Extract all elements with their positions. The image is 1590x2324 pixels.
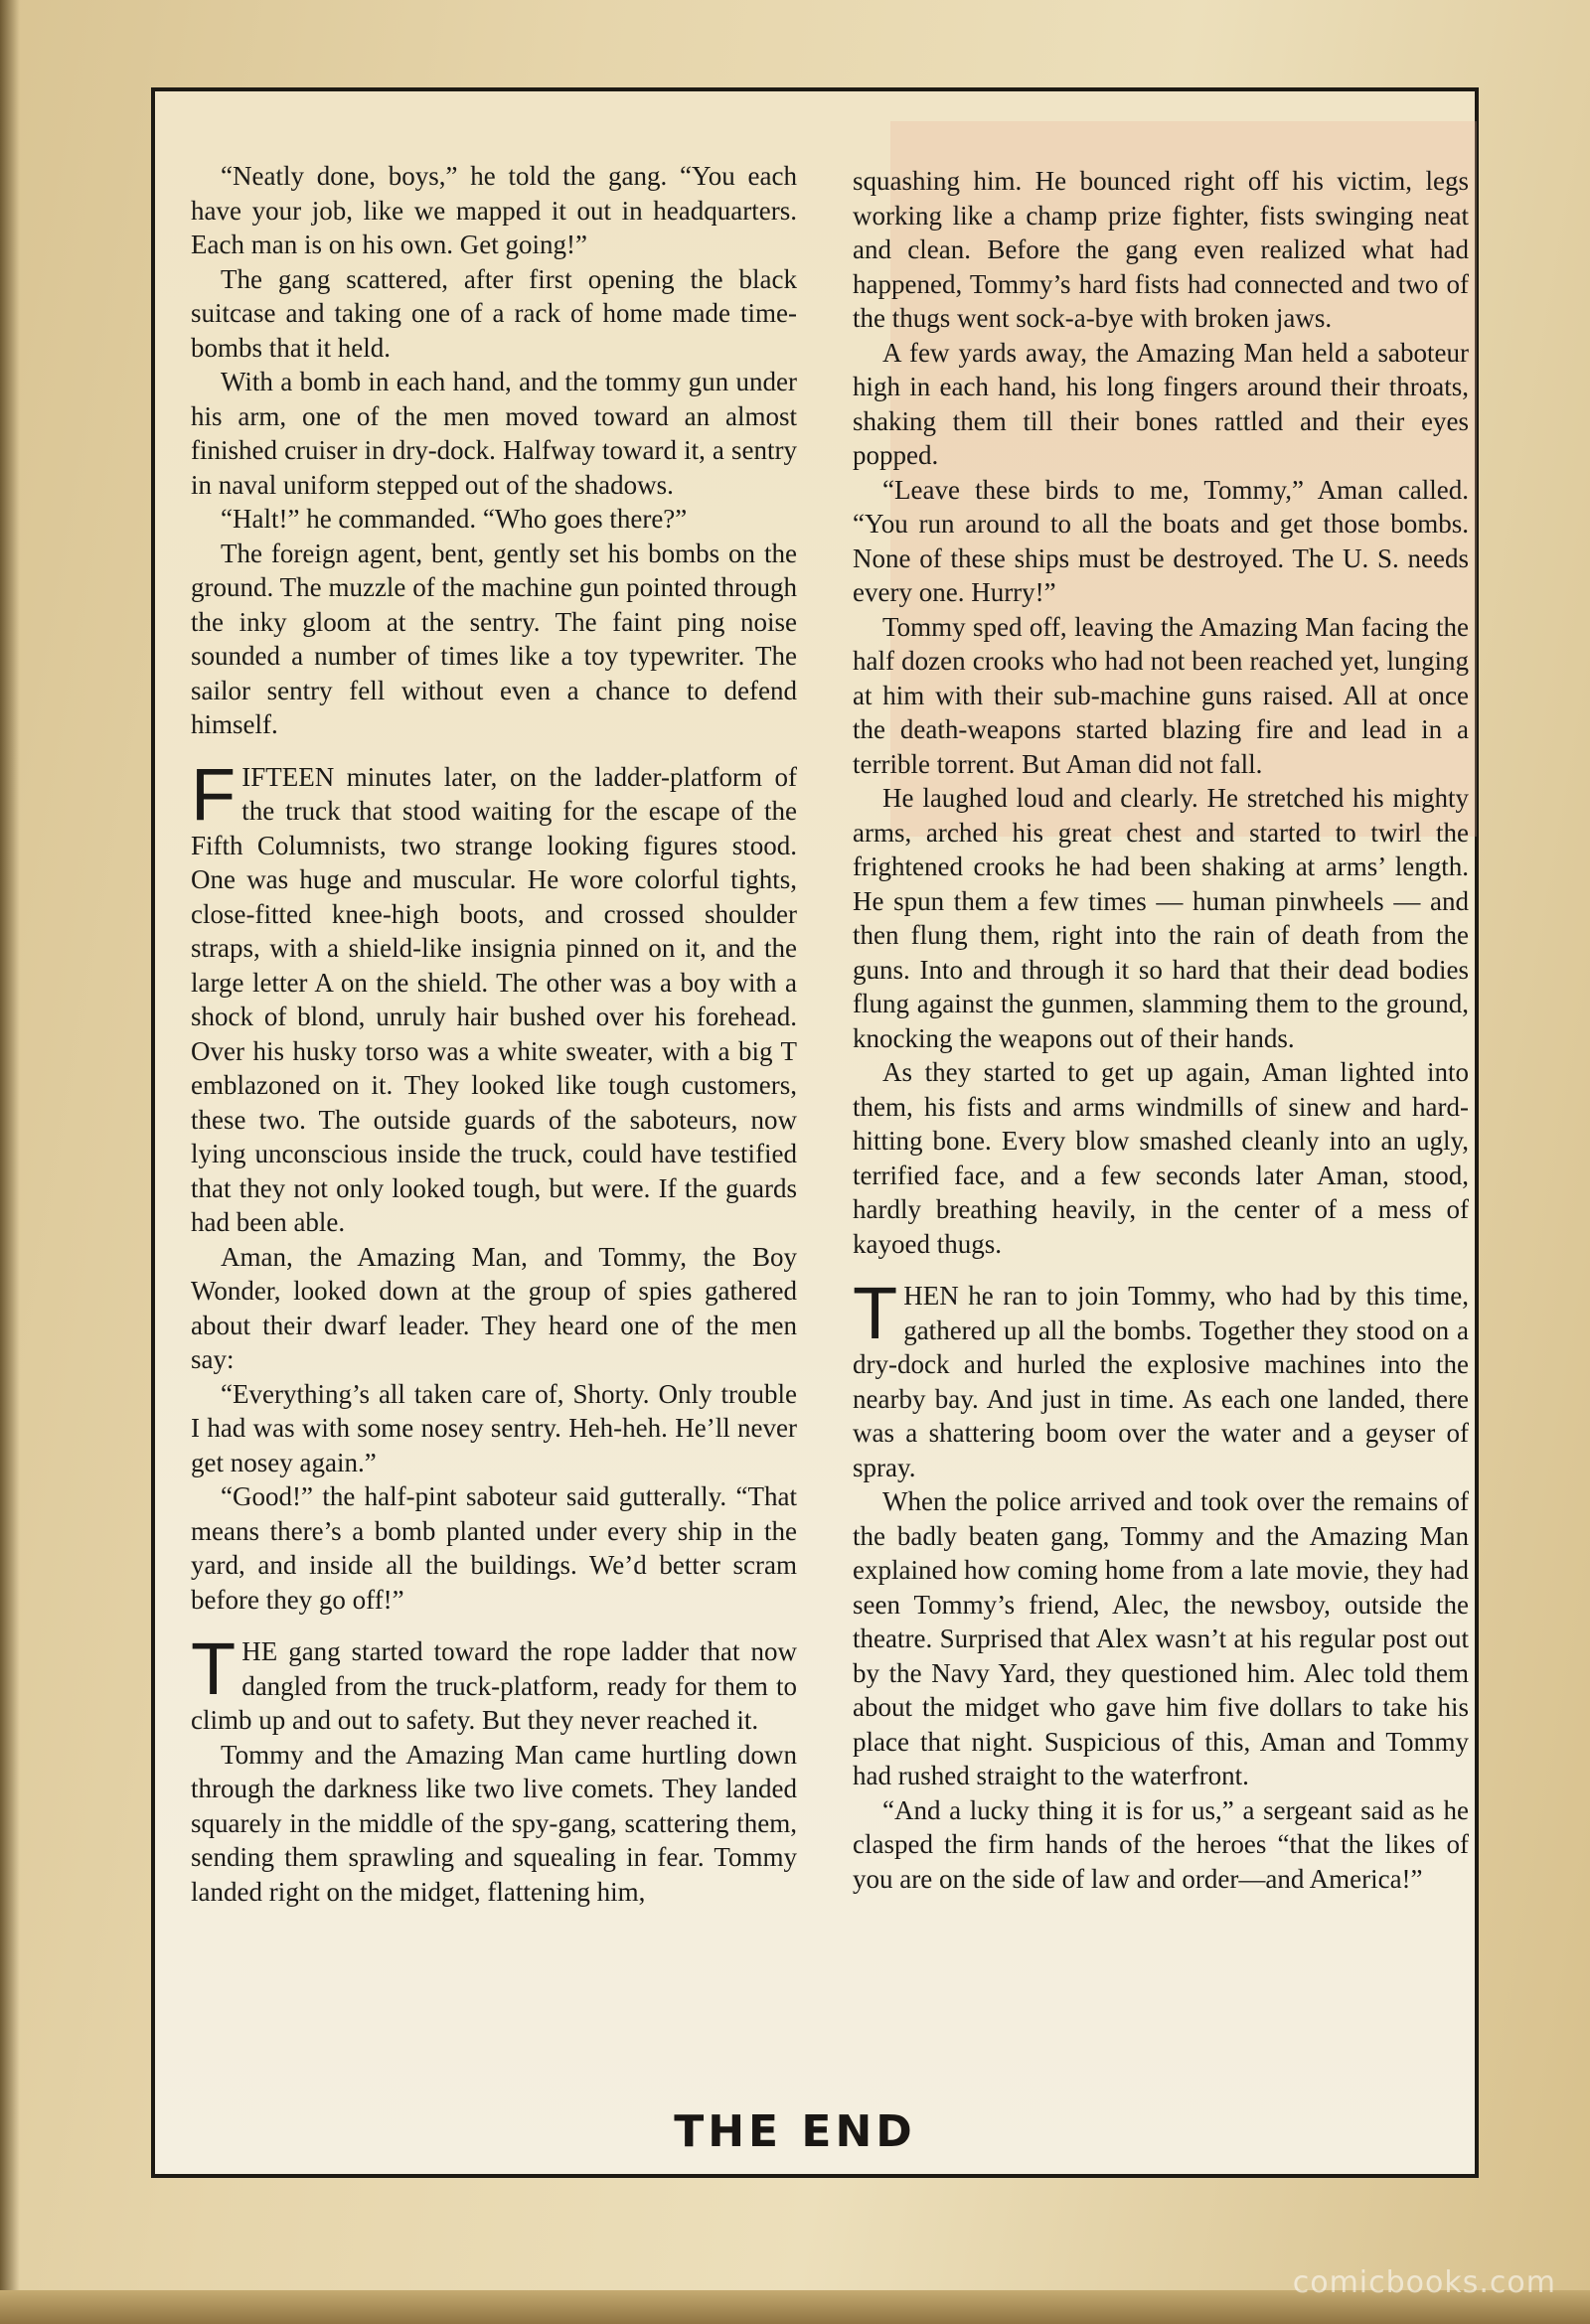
section-opening-paragraph [191, 752, 797, 1240]
paragraph: “Good!” the half-pint saboteur said gutterally. “That means there’s a bomb planted under every ship in the yard, and inside all the buildings. We’d better scram before they go off!” [191, 1481, 797, 1615]
drop-cap: T [853, 1272, 898, 1354]
paragraph: When the police arrived and took over the remains of the badly beaten gang, Tommy and the Amazing Man explained how coming home from a late movie, they had seen Tommy’s friend, Alec, the newsboy, outside the theatre. Surprised that Alex wasn’t at his regular post out by the Navy Yard, they questioned him. Alec told them about the midget who gave him five dollars to take his place that night. Suspicious of this, Aman and Tommy had rushed straight to the waterfront. [853, 1486, 1469, 1790]
paragraph-text: HE gang started toward the rope ladder that now dangled from the truck-platform, ready for them to climb up and out to safety. But they never reached it. [191, 1636, 797, 1735]
paragraph: squashing him. He bounced right off his victim, legs working like a champ prize fighter, fists swinging neat and clean. Before the gang even realized what had happened, Tommy’s hard fists had connected and two of the thugs went sock-a-bye with broken jaws. [853, 166, 1469, 333]
paragraph: As they started to get up again, Aman lighted into them, his fists and arms windmills of sinew and hard-hitting bone. Every blow smashed cleanly into an ugly, terrified face, and a few seconds later Aman, stood, hardly breathing heavily, in the center of a mess of kayoed thugs. [853, 1057, 1469, 1259]
paragraph: The gang scattered, after first opening the black suitcase and taking one of a rack of home made time-bombs that it held. [191, 263, 797, 363]
paragraph: He laughed loud and clearly. He stretched his mighty arms, arched his great chest and started to twirl the frightened crooks he had been shaking at arms’ length. He spun them a few times — human pinwheels — and then flung them, right into the rain of death from the guns. Into and through it so hard that their dead bodies flung against the gunmen, slamming them to the ground, knocking the weapons out of their hands. [853, 783, 1469, 1053]
section-opening-paragraph [853, 1272, 1469, 1484]
paragraph: “Neatly done, boys,” he told the gang. “You each have your job, like we mapped it out in headquarters. Each man is on his own. Get going!” [191, 161, 797, 259]
paragraph: A few yards away, the Amazing Man held a saboteur high in each hand, his long fingers around their throats, shaking them till their bones rattled and their eyes popped. [853, 337, 1469, 470]
paragraph-text: HEN he ran to join Tommy, who had by this time, gathered up all the bombs. Together they stood on a dry-dock and hurled the explosive machines into the nearby bay. And just in time. As each one landed, there was a shattering boom over the water and a geyser of spray. [853, 1281, 1469, 1482]
right-text-column [853, 164, 1469, 1896]
the-end-title: THE END [674, 2106, 916, 2157]
paragraph: Aman, the Amazing Man, and Tommy, the Boy Wonder, looked down at the group of spies gathered about their dwarf leader. They heard one of the men say: [191, 1241, 797, 1374]
paragraph: Tommy sped off, leaving the Amazing Man facing the half dozen crooks who had not been reached yet, lunging at him with their sub-machine guns raised. All at once the death-weapons started blazing fire and lead in a terrible torrent. But Aman did not fall. [853, 611, 1469, 779]
paragraph-text: IFTEEN minutes later, on the ladder-platform of the truck that stood waiting for the escape of the Fifth Columnists, two strange looking figures stood. One was huge and muscular. He wore colorful tights, close-fitted knee-high boots, and crossed shoulder straps, with a shield-like insignia pinned on it, and the large letter A on the shield. The other was a boy with a shock of blond, unruly hair bushed over his forehead. Over his husky torso was a white sweater, with a big T emblazoned on it. They looked like tough customers, these two. The outside guards of the saboteurs, now lying unconscious inside the truck, could have testified that they not only looked tough, but were. If the guards had been able. [191, 761, 797, 1237]
left-text-column [191, 159, 797, 1909]
paragraph: “Everything’s all taken care of, Shorty. Only trouble I had was with some nosey sentry. Heh-heh. He’ll never get nosey again.” [191, 1378, 797, 1477]
paragraph: “Halt!” he commanded. “Who goes there?” [221, 504, 688, 534]
page-binding-shadow [0, 0, 20, 2324]
paragraph: “And a lucky thing it is for us,” a sergeant said as he clasped the firm hands of the heroes “that the likes of you are on the side of law and order—and America!” [853, 1794, 1469, 1894]
paragraph: The foreign agent, bent, gently set his bombs on the ground. The muzzle of the machine gun pointed through the inky gloom at the sentry. The faint ping noise sounded a number of times like a toy typewriter. The sailor sentry fell without even a chance to defend himself. [191, 538, 797, 739]
paragraph: With a bomb in each hand, and the tommy gun under his arm, one of the men moved toward an almost finished cruiser in dry-dock. Halfway toward it, a sentry in naval uniform stepped out of the shadows. [191, 367, 797, 500]
watermark: comicbooks.com [1292, 2265, 1556, 2300]
drop-cap: T [191, 1627, 237, 1710]
section-opening-paragraph [191, 1627, 797, 1738]
paragraph: “Leave these birds to me, Tommy,” Aman called. “You run around to all the boats and get those bombs. None of these ships must be destroyed. The U. S. needs every one. Hurry!” [853, 474, 1469, 607]
drop-cap: F [191, 752, 237, 836]
paragraph: Tommy and the Amazing Man came hurtling down through the darkness like two live comets. They landed squarely in the middle of the spy-gang, scattering them, sending them sprawling and squealing in fear. Tommy landed right on the midget, flattening him, [191, 1739, 797, 1907]
